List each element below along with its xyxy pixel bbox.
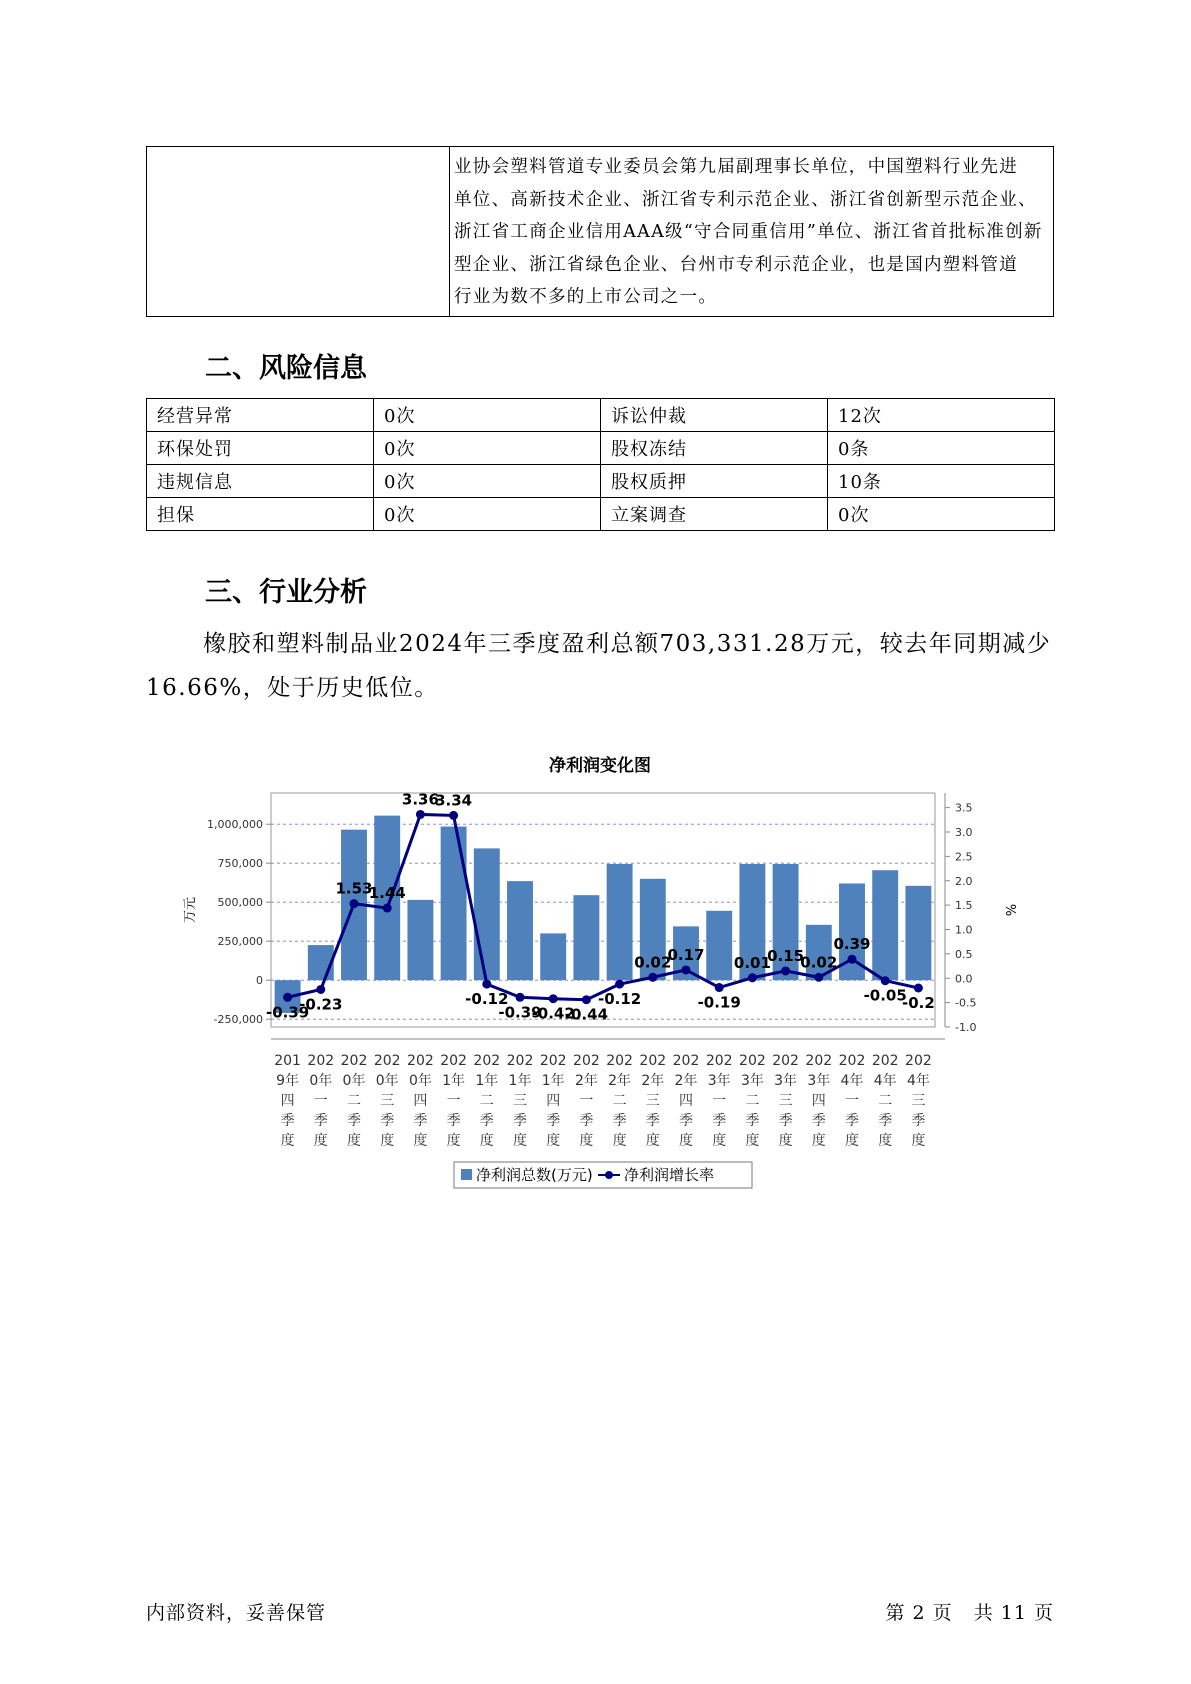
legend-line-marker	[605, 1171, 613, 1179]
company-intro-table	[146, 146, 1054, 317]
intro-line: 型企业、浙江省绿色企业、台州市专利示范企业，也是国内塑料管道	[454, 254, 1018, 275]
x-tick-label: 度	[679, 1133, 693, 1149]
x-tick-label: 202	[672, 1053, 700, 1069]
growth-point	[283, 993, 292, 1002]
data-label: 0.02	[634, 953, 672, 972]
x-tick-label: 季	[712, 1113, 727, 1129]
table-row	[147, 432, 1055, 465]
x-tick-label: 季	[413, 1113, 428, 1129]
risk-label: 违规信息	[147, 465, 374, 498]
x-tick-label: 度	[479, 1133, 494, 1149]
x-tick-label: 三	[911, 1093, 926, 1109]
y2-tick-label: 0.0	[955, 972, 973, 986]
x-tick-label: 202	[407, 1053, 434, 1069]
risk-table	[146, 398, 1055, 531]
x-tick-label: 202	[772, 1053, 799, 1069]
x-tick-label: 2年	[674, 1073, 698, 1089]
x-tick-label: 度	[380, 1133, 395, 1149]
industry-paragraph: 橡胶和塑料制品业2024年三季度盈利总额703,331.28万元，较去年同期减少16.66%，处于历史低位。	[146, 631, 1052, 701]
x-tick-label: 4年	[840, 1073, 864, 1089]
x-tick-label: 201	[274, 1053, 301, 1069]
intro-line: 行业为数不多的上市公司之一。	[454, 287, 718, 307]
bar	[872, 870, 898, 980]
x-tick-label: 二	[612, 1093, 627, 1109]
x-tick-label: 4年	[873, 1073, 897, 1089]
data-label: -0.44	[564, 1005, 609, 1024]
x-tick-label: 202	[905, 1053, 932, 1069]
y2-tick-label: 3.0	[955, 826, 973, 839]
risk-label: 立案调查	[601, 498, 828, 531]
x-tick-label: 度	[712, 1133, 727, 1149]
x-tick-label: 4年	[906, 1073, 930, 1089]
x-tick-label: 3年	[807, 1073, 831, 1089]
table-row	[147, 399, 1055, 432]
footer-page-number: 第 2 页 共 11 页	[885, 1602, 1054, 1624]
bar	[474, 848, 500, 980]
data-label: 1.53	[335, 879, 373, 898]
x-tick-label: 2年	[574, 1073, 598, 1089]
x-tick-label: 度	[347, 1133, 361, 1149]
data-label: 0.39	[833, 935, 871, 954]
y2-tick-label: -1.0	[955, 1021, 977, 1034]
x-tick-label: 季	[778, 1113, 793, 1129]
x-tick-label: 202	[639, 1053, 667, 1069]
x-tick-label: 202	[473, 1053, 501, 1069]
growth-point	[549, 994, 558, 1003]
x-tick-label: 季	[446, 1113, 461, 1129]
risk-value: 0次	[828, 498, 1055, 531]
data-label: -0.19	[697, 993, 741, 1012]
intro-left-cell	[147, 147, 450, 317]
growth-point	[316, 985, 325, 994]
bar	[441, 827, 467, 981]
y2-tick-label: 2.0	[955, 874, 973, 888]
x-tick-label: 季	[313, 1113, 328, 1129]
data-label: -0.12	[465, 990, 509, 1009]
growth-point	[748, 973, 757, 982]
x-tick-label: 三	[380, 1093, 395, 1109]
legend-bar-swatch	[461, 1169, 472, 1180]
x-tick-label: 202	[307, 1053, 335, 1069]
y-tick-label: 750,000	[217, 857, 263, 871]
growth-point	[814, 973, 823, 982]
risk-label: 经营异常	[147, 399, 374, 432]
x-tick-label: 202	[573, 1053, 600, 1069]
x-tick-label: 季	[845, 1113, 859, 1129]
x-tick-label: 度	[745, 1133, 760, 1149]
data-label: 0.15	[767, 946, 805, 965]
table-row	[147, 465, 1055, 498]
risk-label: 诉讼仲裁	[601, 399, 828, 432]
risk-value: 10条	[828, 465, 1055, 498]
x-tick-label: 季	[380, 1113, 395, 1129]
x-tick-label: 二	[479, 1093, 494, 1109]
risk-label: 股权质押	[601, 465, 828, 498]
risk-heading: 二、风险信息	[205, 353, 367, 384]
risk-label: 环保处罚	[147, 432, 374, 465]
x-tick-label: 1年	[442, 1073, 466, 1089]
x-tick-label: 度	[878, 1133, 893, 1149]
x-tick-label: 202	[838, 1053, 866, 1069]
net-profit-chart	[180, 740, 1020, 1204]
data-label: -0.12	[597, 990, 642, 1009]
x-tick-label: 四	[280, 1093, 295, 1109]
x-tick-label: 四	[811, 1093, 826, 1109]
x-tick-label: 一	[845, 1093, 859, 1109]
y-tick-label: -250,000	[213, 1013, 263, 1027]
x-tick-label: 3年	[774, 1073, 798, 1089]
x-tick-label: 季	[811, 1113, 826, 1129]
x-tick-label: 四	[546, 1093, 561, 1109]
bar	[573, 895, 599, 980]
bar	[706, 911, 732, 980]
growth-point	[350, 899, 359, 908]
x-tick-label: 度	[911, 1133, 926, 1149]
footer-left: 内部资料，妥善保管	[146, 1602, 327, 1624]
x-tick-label: 一	[313, 1093, 328, 1109]
x-tick-label: 一	[579, 1093, 594, 1109]
legend-line-label: 净利润增长率	[624, 1166, 715, 1184]
x-tick-label: 度	[778, 1133, 793, 1149]
x-tick-label: 202	[373, 1053, 401, 1069]
x-tick-label: 度	[845, 1133, 859, 1149]
growth-point	[516, 993, 525, 1002]
x-tick-label: 季	[479, 1113, 494, 1129]
y-tick-label: 0	[256, 974, 263, 988]
x-tick-label: 9年	[276, 1073, 300, 1089]
data-label: 3.36	[401, 790, 439, 809]
risk-value: 0次	[374, 399, 601, 432]
x-tick-label: 3年	[740, 1073, 764, 1089]
risk-label: 担保	[147, 498, 374, 531]
y-tick-label: 500,000	[217, 896, 263, 910]
risk-value: 0次	[374, 498, 601, 531]
intro-line: 浙江省工商企业信用AAA级“守合同重信用”单位、浙江省首批标准创新	[454, 222, 1043, 242]
data-label: 0.17	[667, 945, 705, 964]
growth-point	[482, 980, 491, 989]
table-row	[147, 498, 1055, 531]
x-tick-label: 1年	[508, 1073, 532, 1089]
y-axis-label: 万元	[183, 896, 198, 924]
x-tick-label: 度	[612, 1133, 627, 1149]
x-tick-label: 0年	[309, 1073, 333, 1089]
x-tick-label: 二	[878, 1093, 893, 1109]
x-tick-label: 季	[878, 1113, 893, 1129]
x-tick-label: 一	[712, 1093, 727, 1109]
growth-point	[781, 966, 790, 975]
x-tick-label: 2年	[608, 1073, 632, 1089]
x-tick-label: 202	[340, 1053, 368, 1069]
x-tick-label: 季	[679, 1113, 693, 1129]
x-tick-label: 202	[871, 1053, 899, 1069]
x-tick-label: 季	[513, 1113, 527, 1129]
x-tick-label: 二	[745, 1093, 760, 1109]
x-tick-label: 季	[911, 1113, 926, 1129]
intro-right-cell	[450, 147, 1054, 317]
bar	[905, 886, 931, 980]
x-tick-label: 四	[413, 1093, 428, 1109]
x-tick-label: 度	[313, 1133, 328, 1149]
chart-title: 净利润变化图	[549, 756, 651, 776]
x-tick-label: 季	[745, 1113, 760, 1129]
risk-label: 股权冻结	[601, 432, 828, 465]
x-tick-label: 度	[513, 1133, 527, 1149]
growth-point	[416, 810, 425, 819]
x-tick-label: 202	[739, 1053, 766, 1069]
x-tick-label: 一	[446, 1093, 461, 1109]
risk-value: 0次	[374, 432, 601, 465]
growth-point	[449, 811, 458, 820]
growth-point	[715, 983, 724, 992]
x-tick-label: 202	[506, 1053, 534, 1069]
x-tick-label: 度	[811, 1133, 826, 1149]
data-label: -0.23	[299, 995, 343, 1014]
y2-tick-label: 1.5	[955, 899, 973, 913]
industry-heading: 三、行业分析	[205, 577, 367, 608]
x-tick-label: 季	[546, 1113, 561, 1129]
x-tick-label: 度	[413, 1133, 428, 1149]
y2-axis-label: %	[1002, 903, 1017, 917]
intro-line: 业协会塑料管道专业委员会第九届副理事长单位，中国塑料行业先进	[454, 157, 1018, 177]
x-tick-label: 202	[440, 1053, 467, 1069]
x-tick-label: 季	[280, 1113, 295, 1129]
y2-tick-label: 2.5	[955, 850, 973, 864]
x-tick-label: 度	[579, 1133, 594, 1149]
x-tick-label: 季	[645, 1113, 660, 1129]
y2-tick-label: 1.0	[955, 923, 973, 937]
data-label: 3.34	[435, 791, 473, 810]
y-tick-label: 250,000	[217, 935, 263, 949]
bar	[540, 933, 566, 980]
x-tick-label: 202	[805, 1053, 833, 1069]
intro-text	[450, 147, 1053, 316]
data-label: -0.2	[901, 994, 935, 1012]
x-tick-label: 0年	[375, 1073, 399, 1089]
growth-point	[914, 984, 923, 993]
x-tick-label: 季	[612, 1113, 627, 1129]
bar	[407, 900, 433, 980]
x-tick-label: 3年	[707, 1073, 731, 1089]
x-tick-label: 202	[606, 1053, 633, 1069]
data-label: -0.39	[498, 1003, 542, 1022]
growth-point	[881, 976, 890, 985]
x-tick-label: 二	[347, 1093, 361, 1109]
data-label: -0.39	[265, 1003, 310, 1022]
x-tick-label: 度	[645, 1133, 660, 1149]
data-label: -0.42	[531, 1004, 575, 1023]
bar	[507, 881, 533, 980]
data-label: -0.05	[863, 986, 907, 1005]
x-tick-label: 度	[446, 1133, 461, 1149]
chart-legend	[454, 1162, 752, 1188]
y2-tick-label: 3.5	[955, 801, 973, 815]
x-tick-label: 三	[778, 1093, 793, 1109]
data-label: 1.44	[368, 884, 406, 903]
x-tick-label: 季	[579, 1113, 594, 1129]
x-tick-label: 季	[347, 1113, 361, 1129]
data-label: 0.02	[800, 953, 838, 972]
x-tick-label: 三	[513, 1093, 527, 1109]
x-tick-label: 0年	[408, 1073, 432, 1089]
x-tick-label: 三	[645, 1093, 660, 1109]
data-label: 0.01	[733, 953, 771, 972]
risk-value: 0次	[374, 465, 601, 498]
y2-tick-label: -0.5	[955, 996, 977, 1010]
x-tick-label: 度	[280, 1133, 295, 1149]
risk-value: 0条	[828, 432, 1055, 465]
growth-point	[648, 973, 657, 982]
chart-svg	[180, 740, 1020, 1200]
growth-point	[848, 955, 857, 964]
bar	[607, 864, 633, 980]
y-tick-label: 1,000,000	[207, 818, 263, 832]
intro-line: 单位、高新技术企业、浙江省专利示范企业、浙江省创新型示范企业、	[454, 189, 1037, 210]
y2-tick-label: 0.5	[955, 947, 973, 961]
x-tick-label: 1年	[541, 1073, 565, 1089]
x-tick-label: 202	[539, 1053, 567, 1069]
legend-bar-label: 净利润总数(万元)	[476, 1166, 593, 1184]
x-tick-label: 四	[679, 1093, 693, 1109]
growth-point	[682, 965, 691, 974]
risk-value: 12次	[828, 399, 1055, 432]
x-tick-label: 0年	[342, 1073, 366, 1089]
x-tick-label: 2年	[641, 1073, 665, 1089]
growth-point	[582, 995, 591, 1004]
growth-point	[383, 904, 392, 913]
growth-point	[615, 980, 624, 989]
x-tick-label: 度	[546, 1133, 561, 1149]
x-tick-label: 1年	[475, 1073, 499, 1089]
x-tick-label: 202	[705, 1053, 733, 1069]
